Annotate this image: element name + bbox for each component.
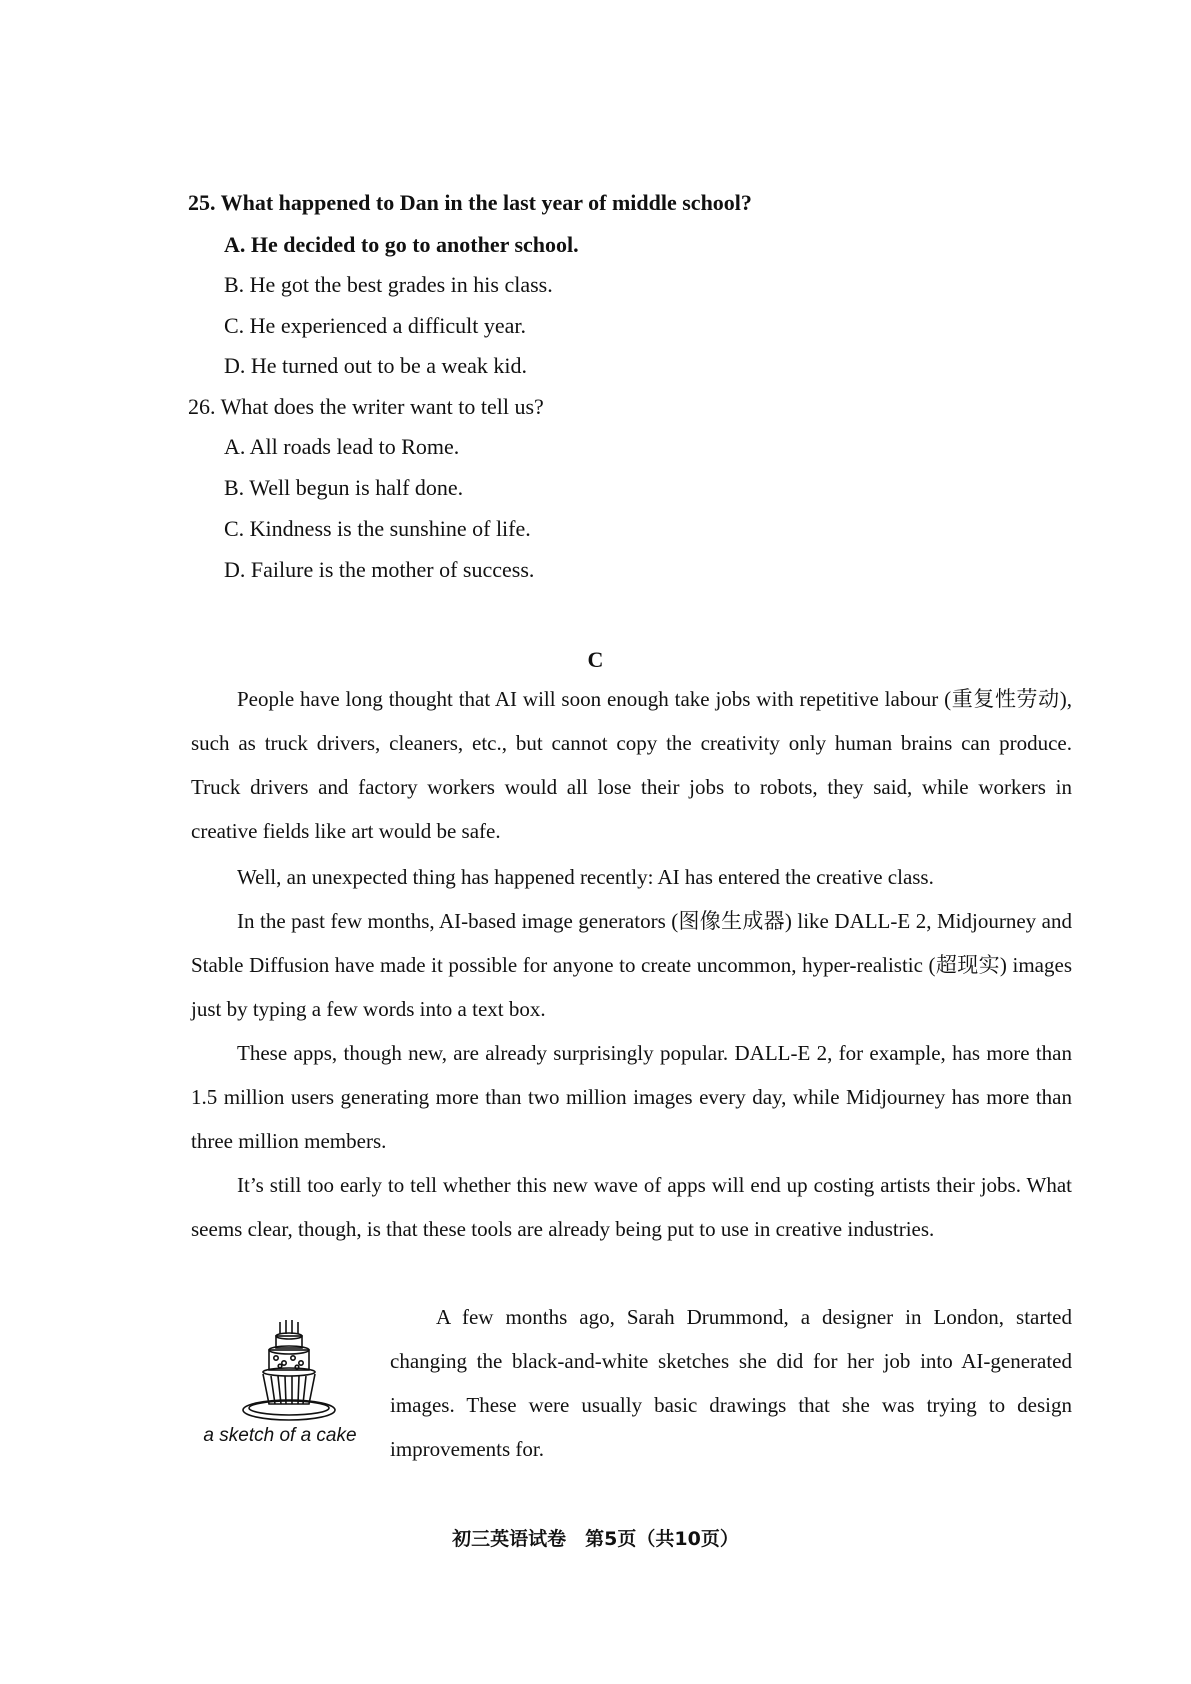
question-25-option-c: C. He experienced a difficult year. [224, 313, 526, 338]
sketch-caption: a sketch of a cake [203, 1425, 357, 1446]
passage-paragraph-3: In the past few months, AI-based image generators (图像生成器) like DALL-E 2, Midjourney and Stable Diffusion have made it possible for anyone to create uncommon, hyper-realistic (超现实) images just by typing a few words into a text box. [191, 909, 1072, 1021]
passage-paragraph-5: It’s still too early to tell whether this new wave of apps will end up costing artists their jobs. What seems clear, though, is that these tools are already being put to use in creative industries. [191, 1173, 1072, 1241]
question-26-option-c: C. Kindness is the sunshine of life. [224, 516, 531, 541]
passage-paragraph-1: People have long thought that AI will soon enough take jobs with repetitive labour (重复性劳动), such as truck drivers, cleaners, etc., but cannot copy the creativity only human brains can produce. Truck drivers and factory workers would all lose their jobs to robots, they said, while workers in creative fields like art would be safe. [191, 687, 1072, 843]
question-26-option-d: D. Failure is the mother of success. [224, 557, 535, 582]
question-25-option-d: D. He turned out to be a weak kid. [224, 353, 528, 378]
question-26-option-b: B. Well begun is half done. [224, 475, 464, 500]
question-26-stem: 26. What does the writer want to tell us? [188, 394, 544, 419]
question-25-option-b: B. He got the best grades in his class. [224, 272, 553, 297]
passage-paragraph-2: Well, an unexpected thing has happened recently: AI has entered the creative class. [237, 865, 934, 889]
cake-sketch-icon [238, 1318, 342, 1428]
section-heading: C [587, 647, 604, 672]
page-footer: 初三英语试卷 第5页（共10页） [452, 1528, 739, 1550]
passage-paragraph-6: A few months ago, Sarah Drummond, a designer in London, started changing the black-and-white sketches she did for her job into AI-generated images. These were usually basic drawings that she was trying to design improvements for. [390, 1305, 1072, 1461]
question-26-option-a: A. All roads lead to Rome. [224, 434, 460, 459]
question-25-option-a: A. He decided to go to another school. [224, 232, 579, 257]
passage-paragraph-4: These apps, though new, are already surprisingly popular. DALL-E 2, for example, has more than 1.5 million users generating more than two million images every day, while Midjourney has more than three million members. [191, 1041, 1072, 1153]
question-25-stem: 25. What happened to Dan in the last year of middle school? [188, 190, 752, 215]
